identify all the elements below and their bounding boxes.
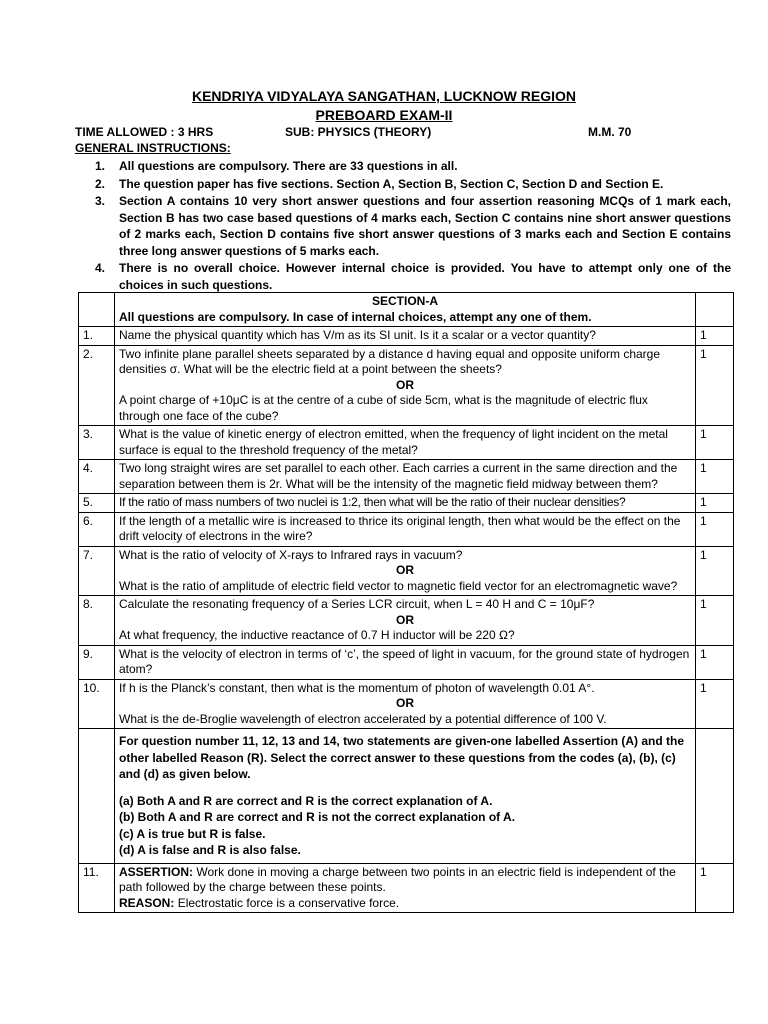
question-text: If the ratio of mass numbers of two nuclei is 1:2, then what will be the ratio of their nuclear densities? xyxy=(115,494,696,513)
or-label: OR xyxy=(396,612,414,627)
instruction-number: 2. xyxy=(95,177,106,191)
question-number: 10. xyxy=(79,679,115,729)
instruction-item xyxy=(95,158,731,175)
reason-label: REASON: xyxy=(119,895,175,910)
question-marks: 1 xyxy=(696,645,734,679)
question-row xyxy=(79,645,734,679)
subject: SUB: PHYSICS (THEORY) xyxy=(285,125,432,139)
assertion-intro: For question number 11, 12, 13 and 14, two statements are given-one labelled Assertion (A) and the other labelled Reason (R). Select the correct answer to these questions from the codes (a), (b), (c) and (d) as given below. xyxy=(119,734,685,781)
question-number: 8. xyxy=(79,596,115,646)
or-label: OR xyxy=(396,563,414,577)
question-text: If h is the Planck’s constant, then what is the momentum of photon of wavelength 0.01 A°. xyxy=(119,680,595,695)
max-marks: M.M. 70 xyxy=(588,125,632,139)
question-marks: 1 xyxy=(696,460,734,494)
question-alt-text: At what frequency, the inductive reactance of 0.7 H inductor will be 220 Ω? xyxy=(119,628,515,642)
question-text: What is the velocity of electron in terms of ‘c’, the speed of light in vacuum, for the ground state of hydrogen atom? xyxy=(115,645,696,679)
question-marks: 1 xyxy=(696,546,734,596)
question-marks: 1 xyxy=(696,512,734,546)
question-row xyxy=(79,546,734,596)
question-row xyxy=(79,327,734,346)
question-alt-text: What is the de-Broglie wavelength of electron accelerated by a potential difference of 100 V. xyxy=(119,711,607,726)
question-marks: 1 xyxy=(696,345,734,426)
general-instructions-title: GENERAL INSTRUCTIONS: xyxy=(75,141,231,155)
question-marks: 1 xyxy=(696,494,734,513)
assertion-option-b: (b) Both A and R are correct and R is not the correct explanation of A. xyxy=(119,810,516,824)
question-marks: 1 xyxy=(700,680,707,695)
assertion-instructions-row xyxy=(79,729,734,864)
question-alt-text: A point charge of +10μC is at the centre of a cube of side 5cm, what is the magnitude of electric flux through one face of the cube? xyxy=(119,393,648,423)
question-text: If the length of a metallic wire is increased to thrice its original length, then what would be the effect on the drift velocity of electrons in the wire? xyxy=(115,512,696,546)
instruction-text: Section A contains 10 very short answer questions and four assertion reasoning MCQs of 1 mark each, Section B has two case based questions of 4 marks each, Section C contains nine short answer questions of 2 marks each, Section D contains five short answer questions of 3 marks each and Section E contains three long answer questions of 5 marks each. xyxy=(119,194,731,258)
assertion-text: Work done in moving a charge between two points in an electric field is independent of the path followed by the charge between these points. xyxy=(119,864,676,894)
question-number: 5. xyxy=(79,494,115,513)
question-number: 7. xyxy=(79,546,115,596)
instruction-text: All questions are compulsory. There are 33 questions in all. xyxy=(119,159,458,173)
question-number: 11. xyxy=(79,863,115,913)
question-row xyxy=(79,679,734,729)
time-allowed: TIME ALLOWED : 3 HRS xyxy=(75,125,214,139)
question-row xyxy=(79,426,734,460)
question-number: 9. xyxy=(79,645,115,679)
question-row xyxy=(79,494,734,513)
instruction-item xyxy=(95,193,731,259)
question-row xyxy=(79,460,734,494)
question-number: 1. xyxy=(79,327,115,346)
instruction-number: 4. xyxy=(95,261,106,275)
section-header-row xyxy=(79,293,734,327)
question-text: Calculate the resonating frequency of a Series LCR circuit, when L = 40 H and C = 10μF? xyxy=(119,597,595,611)
question-marks: 1 xyxy=(696,426,734,460)
or-label: OR xyxy=(396,377,414,392)
question-text: What is the value of kinetic energy of electron emitted, when the frequency of light incident on the metal surface is equal to the threshold frequency of the metal? xyxy=(115,426,696,460)
assertion-option-d: (d) A is false and R is also false. xyxy=(119,843,301,857)
instruction-item xyxy=(95,176,731,193)
question-row xyxy=(79,596,734,646)
instruction-number: 1. xyxy=(95,159,106,173)
question-text: What is the ratio of velocity of X-rays to Infrared rays in vacuum? xyxy=(119,547,463,562)
section-title: SECTION-A xyxy=(372,294,438,308)
or-label: OR xyxy=(396,696,414,710)
question-marks: 1 xyxy=(696,327,734,346)
reason-text: Electrostatic force is a conservative force. xyxy=(177,895,400,910)
question-row xyxy=(79,345,734,426)
question-text: Two infinite plane parallel sheets separated by a distance d having equal and opposite uniform charge densities σ. What will be the electric field at a point between the sheets? xyxy=(119,346,661,376)
question-number: 2. xyxy=(79,345,115,426)
questions-table xyxy=(78,292,734,913)
instruction-text: There is no overall choice. However internal choice is provided. You have to attempt only one of the choices in such questions. xyxy=(119,261,731,292)
question-text: Two long straight wires are set parallel to each other. Each carries a current in the same direction and the separation between them is 2r. What will be the intensity of the magnetic field midway between them? xyxy=(115,460,696,494)
question-number: 4. xyxy=(79,460,115,494)
assertion-option-a: (a) Both A and R are correct and R is the correct explanation of A. xyxy=(119,793,493,808)
question-row xyxy=(79,863,734,913)
instruction-text: The question paper has five sections. Section A, Section B, Section C, Section D and Section E. xyxy=(119,177,664,191)
assertion-label: ASSERTION: xyxy=(119,864,194,879)
question-alt-text: What is the ratio of amplitude of electric field vector to magnetic field vector for an electromagnetic wave? xyxy=(119,578,678,593)
question-row xyxy=(79,512,734,546)
school-title: KENDRIYA VIDYALAYA SANGATHAN, LUCKNOW REGION xyxy=(191,88,576,104)
question-marks: 1 xyxy=(696,596,734,646)
instruction-number: 3. xyxy=(95,194,106,208)
exam-title: PREBOARD EXAM-II xyxy=(315,107,453,123)
assertion-option-c: (c) A is true but R is false. xyxy=(119,826,266,841)
question-text: Name the physical quantity which has V/m as its SI unit. Is it a scalar or a vector quantity? xyxy=(115,327,696,346)
instruction-item xyxy=(95,260,731,293)
question-number: 3. xyxy=(79,426,115,460)
section-note: All questions are compulsory. In case of internal choices, attempt any one of them. xyxy=(119,309,592,324)
question-marks: 1 xyxy=(696,863,734,913)
question-number: 6. xyxy=(79,512,115,546)
